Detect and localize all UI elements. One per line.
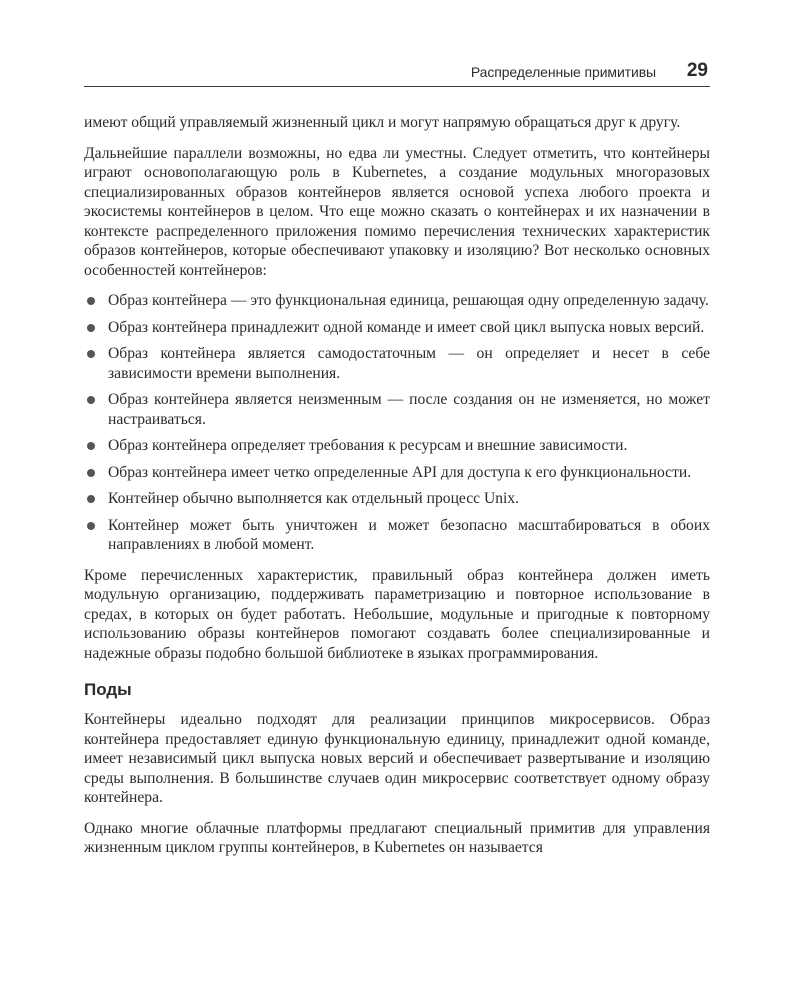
paragraph: Однако многие облачные платформы предлагают специальный примитив для управления жизненным циклом группы контейнеров, в Kubernetes он называется bbox=[84, 819, 710, 856]
list-item bbox=[84, 291, 710, 311]
list-item-text: Контейнер обычно выполняется как отдельный процесс Unix. bbox=[108, 490, 520, 507]
bullet-icon bbox=[87, 350, 95, 358]
bullet-icon bbox=[87, 442, 95, 450]
paragraph: имеют общий управляемый жизненный цикл и могут напрямую обращаться друг к другу. bbox=[84, 114, 681, 131]
list-item-text: Образ контейнера является самодостаточным — он определяет и несет в себе зависимости времени выполнения. bbox=[108, 345, 710, 382]
section-heading: Поды bbox=[84, 680, 132, 699]
list-item-text: Образ контейнера принадлежит одной команде и имеет свой цикл выпуска новых версий. bbox=[108, 318, 705, 336]
list-item-text: Образ контейнера — это функциональная единица, решающая одну определенную задачу. bbox=[108, 292, 709, 309]
paragraph: Контейнеры идеально подходят для реализации принципов микросервисов. Образ контейнера предоставляет единую функциональную единицу, принадлежит одной команде, имеет независимый цикл выпуска новых версий и обеспечивает развертывание и изоляцию среды выполнения. В большинстве случаев один микросервис соответствует одному образу контейнера. bbox=[84, 711, 710, 806]
list-item-text: Образ контейнера определяет требования к ресурсам и внешние зависимости. bbox=[108, 437, 628, 454]
list-item bbox=[84, 489, 710, 509]
list-item-text: Образ контейнера является неизменным — после создания он не изменяется, но может настраиваться. bbox=[108, 391, 710, 428]
bullet-icon bbox=[87, 297, 95, 305]
container-features-list bbox=[84, 291, 710, 555]
page-number: 29 bbox=[686, 60, 708, 81]
list-item bbox=[84, 318, 710, 338]
bullet-icon bbox=[87, 469, 95, 477]
list-item bbox=[84, 390, 710, 429]
list-item-text: Контейнер может быть уничтожен и может безопасно масштабироваться в обоих направлениях в любой момент. bbox=[108, 516, 710, 553]
bullet-icon bbox=[87, 522, 95, 530]
list-item bbox=[84, 436, 710, 456]
bullet-icon bbox=[87, 396, 95, 404]
list-item bbox=[84, 344, 710, 383]
page-body bbox=[84, 113, 710, 869]
running-header bbox=[84, 58, 710, 87]
list-item-text: Образ контейнера имеет четко определенные API для доступа к его функциональности. bbox=[108, 463, 692, 481]
running-title: Распределенные примитивы bbox=[470, 64, 656, 80]
list-item bbox=[84, 463, 710, 483]
paragraph: Дальнейшие параллели возможны, но едва ли уместны. Следует отметить, что контейнеры играют основополагающую роль в Kubernetes, а создание модульных многоразовых специализированных образов контейнеров является основой успеха любого проекта и экосистемы контейнеров в целом. Что еще можно сказать о контейнерах и их назначении в контексте распределенного приложения помимо перечисления технических характеристик образов контейнеров, которые обеспечивают упаковку и изоляцию? Вот несколько основных особенностей контейнеров: bbox=[84, 144, 710, 279]
bullet-icon bbox=[87, 495, 95, 503]
list-item bbox=[84, 516, 710, 555]
bullet-icon bbox=[87, 324, 95, 332]
paragraph: Кроме перечисленных характеристик, правильный образ контейнера должен иметь модульную организацию, поддерживать параметризацию и повторное использование в средах, в которых он будет работать. Небольшие, модульные и пригодные к повторному использованию образы контейнеров помогают создавать более специализированные и надежные образы подобно большой библиотеке в языках программирования. bbox=[84, 566, 710, 662]
